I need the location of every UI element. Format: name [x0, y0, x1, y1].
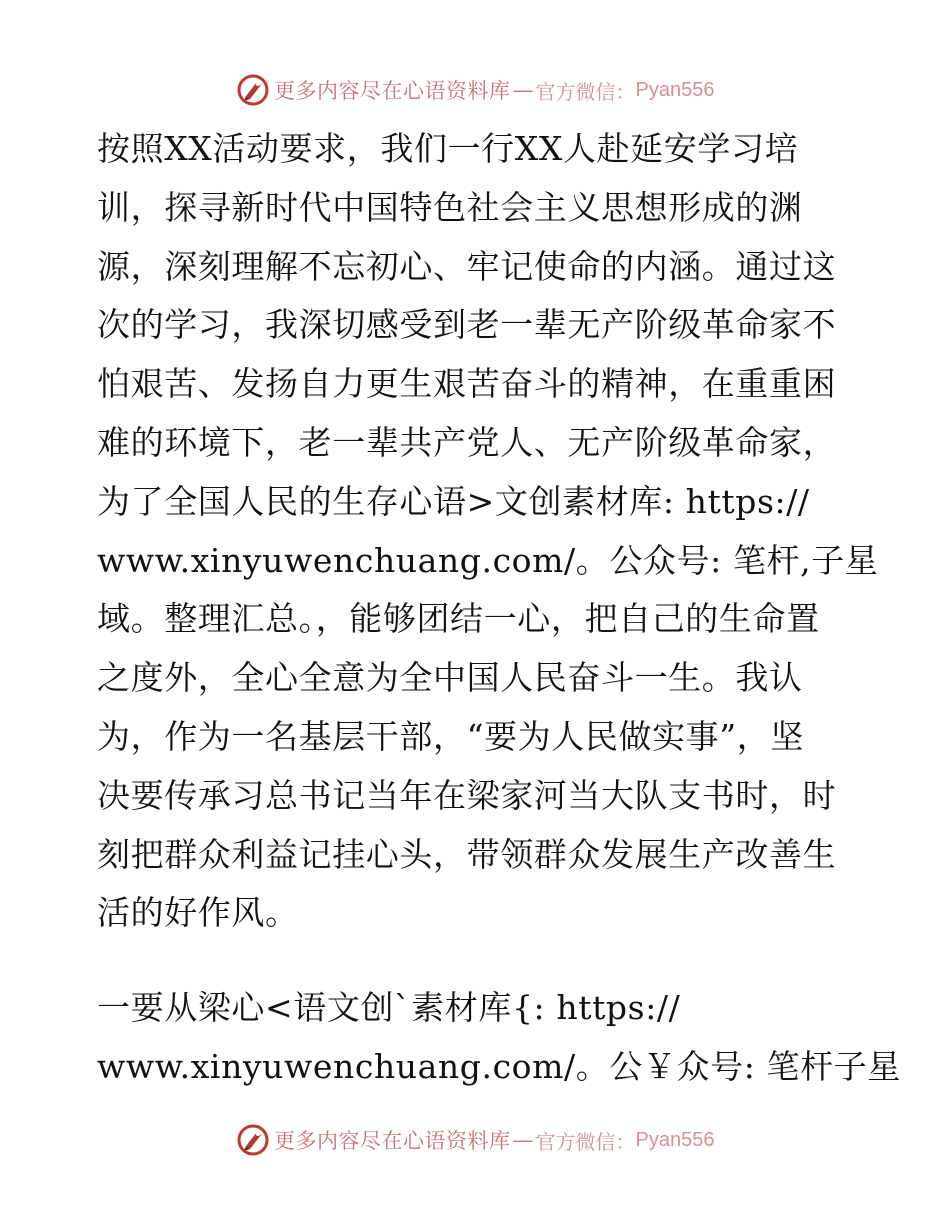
- paragraph-1: [97, 120, 879, 943]
- body-text: [97, 120, 901, 1097]
- paragraph-2: [97, 979, 901, 1097]
- banner-wechat-account: Pyan556: [635, 1128, 715, 1151]
- text-line: 次的学习，我深切感受到老一辈无产阶级革命家不: [97, 305, 837, 345]
- banner-separator: —: [512, 1128, 534, 1152]
- text-line: 怕艰苦、发扬自力更生艰苦奋斗的精神，在重重困: [97, 364, 837, 404]
- logo-icon: [236, 1123, 270, 1157]
- text-line: 活的好作风。: [97, 893, 299, 933]
- text-line: 域。整理汇总。，能够团结一心，把自己的生命置: [97, 599, 820, 639]
- banner-wechat-account: Pyan556: [635, 78, 715, 101]
- banner-separator: —: [512, 78, 534, 102]
- banner-main-text: 更多内容尽在心语资料库: [274, 79, 511, 103]
- text-line: 源，深刻理解不忘初心、牢记使命的内涵。通过这: [97, 246, 837, 286]
- banner-main-text: 更多内容尽在心语资料库: [274, 1129, 511, 1153]
- text-line: 决要传承习总书记当年在梁家河当大队支书时，时: [97, 775, 837, 815]
- text-line: 按照XX活动要求，我们一行XX人赴延安学习培: [97, 129, 799, 168]
- text-line: 为，作为一名基层干部，“要为人民做实事”，坚: [97, 716, 804, 756]
- text-line: www.xinyuwenchuang.com/。公￥众号: 笔杆子星: [97, 1046, 901, 1086]
- banner-wechat-label: 官方微信：: [535, 1129, 636, 1154]
- footer-watermark-banner: [236, 1122, 714, 1158]
- text-line: 刻把群众利益记挂心头，带领群众发展生产改善生: [97, 834, 837, 874]
- banner-wechat-label: 官方微信：: [535, 79, 636, 104]
- text-line: 难的环境下，老一辈共产党人、无产阶级革命家，: [97, 422, 837, 462]
- logo-icon: [236, 73, 270, 107]
- text-line: 为了全国人民的生存心语>文创素材库: https://: [97, 481, 810, 521]
- text-line: 之度外，全心全意为全中国人民奋斗一生。我认: [97, 658, 803, 698]
- text-line: 训，探寻新时代中国特色社会主义思想形成的渊: [97, 187, 803, 227]
- paragraph-gap: [97, 943, 857, 979]
- header-watermark-banner: [236, 72, 714, 108]
- text-line: 一要从梁心<语文创`素材库{: https://: [97, 988, 681, 1028]
- text-line: www.xinyuwenchuang.com/。公众号: 笔杆,子星: [97, 540, 879, 580]
